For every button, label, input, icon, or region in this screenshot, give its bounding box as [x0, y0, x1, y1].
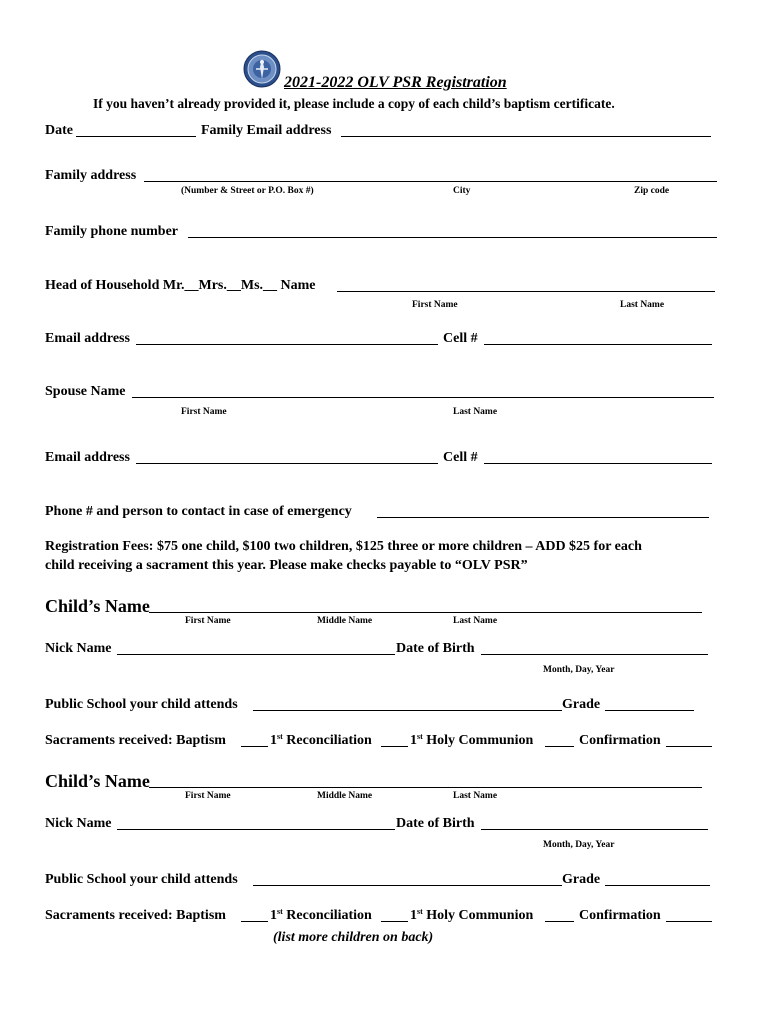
child-1-confirmation-label: Confirmation [579, 733, 661, 748]
child-1-grade-label: Grade [562, 697, 601, 712]
head-of-household-label: Head of Household Mr.__Mrs.__Ms.__ Name [45, 278, 316, 293]
emergency-contact-field[interactable] [377, 517, 709, 518]
family-email-label: Family Email address [201, 123, 332, 138]
list-more-children-note: (list more children on back) [273, 930, 434, 945]
spouse-email-label: Email address [45, 450, 130, 465]
child-2-nickname-label: Nick Name [45, 816, 112, 831]
family-address-field[interactable] [144, 181, 717, 182]
child-1-confirmation-field[interactable] [666, 746, 712, 747]
child-2-dob-label: Date of Birth [396, 816, 475, 831]
child-2-school-field[interactable] [253, 885, 562, 886]
child-2-reconciliation-field[interactable] [381, 921, 408, 922]
child-1-sacraments-label: Sacraments received: Baptism [45, 733, 226, 748]
baptism-certificate-note: If you haven’t already provided it, please include a copy of each child’s baptism certificate. [93, 96, 615, 111]
child-1-nickname-field[interactable] [117, 654, 395, 655]
child-2-name-label: Child’s Name [45, 771, 150, 791]
child-2-reconciliation-label: 1st Reconciliation [270, 907, 372, 923]
spouse-cell-label: Cell # [443, 450, 478, 465]
head-first-name-hint: First Name [412, 300, 458, 310]
child-2-first-hint: First Name [185, 791, 231, 801]
head-of-household-name-field[interactable] [337, 291, 715, 292]
spouse-first-name-hint: First Name [181, 407, 227, 417]
child-1-name-label: Child’s Name [45, 596, 150, 616]
spouse-email-field[interactable] [136, 463, 438, 464]
form-title: 2021-2022 OLV PSR Registration [284, 74, 507, 91]
child-1-grade-field[interactable] [605, 710, 694, 711]
child-1-school-label: Public School your child attends [45, 697, 238, 712]
family-phone-label: Family phone number [45, 224, 179, 239]
child-1-name-field[interactable] [149, 612, 702, 613]
address-city-hint: City [453, 186, 471, 196]
child-1-school-field[interactable] [253, 710, 562, 711]
child-2-grade-label: Grade [562, 872, 601, 887]
child-1-middle-hint: Middle Name [317, 616, 373, 626]
child-2-school-label: Public School your child attends [45, 872, 238, 887]
child-1-dob-field[interactable] [481, 654, 708, 655]
child-2-sacraments-label: Sacraments received: Baptism [45, 908, 226, 923]
address-street-hint: (Number & Street or P.O. Box #) [181, 186, 314, 196]
date-label: Date [45, 123, 73, 138]
child-2-dob-field[interactable] [481, 829, 708, 830]
child-1-reconciliation-label: 1st Reconciliation [270, 732, 372, 748]
child-1-reconciliation-field[interactable] [381, 746, 408, 747]
spouse-name-label: Spouse Name [45, 384, 126, 399]
child-1-nickname-label: Nick Name [45, 641, 112, 656]
emergency-contact-label: Phone # and person to contact in case of emergency [45, 504, 352, 519]
head-email-field[interactable] [136, 344, 438, 345]
child-1-dob-label: Date of Birth [396, 641, 475, 656]
child-2-grade-field[interactable] [605, 885, 710, 886]
child-1-communion-field[interactable] [545, 746, 574, 747]
child-2-baptism-field[interactable] [241, 921, 268, 922]
head-email-label: Email address [45, 331, 130, 346]
child-2-middle-hint: Middle Name [317, 791, 373, 801]
registration-fees-line2: child receiving a sacrament this year. Please make checks payable to “OLV PSR” [45, 558, 528, 573]
child-1-baptism-field[interactable] [241, 746, 268, 747]
family-email-field[interactable] [341, 136, 711, 137]
child-2-dob-hint: Month, Day, Year [543, 840, 615, 850]
child-1-dob-hint: Month, Day, Year [543, 665, 615, 675]
family-address-label: Family address [45, 168, 137, 183]
child-2-confirmation-label: Confirmation [579, 908, 661, 923]
head-cell-field[interactable] [484, 344, 712, 345]
child-2-confirmation-field[interactable] [666, 921, 712, 922]
head-last-name-hint: Last Name [620, 300, 665, 310]
child-2-communion-label: 1st Holy Communion [410, 907, 534, 923]
spouse-name-field[interactable] [132, 397, 714, 398]
child-2-communion-field[interactable] [545, 921, 574, 922]
parish-seal-logo [243, 50, 281, 88]
child-1-first-hint: First Name [185, 616, 231, 626]
child-1-last-hint: Last Name [453, 616, 498, 626]
child-2-name-field[interactable] [149, 787, 702, 788]
head-cell-label: Cell # [443, 331, 478, 346]
registration-fees-line1: Registration Fees: $75 one child, $100 two children, $125 three or more children – ADD $25 for each [45, 539, 642, 554]
child-2-last-hint: Last Name [453, 791, 498, 801]
address-zip-hint: Zip code [634, 186, 670, 196]
spouse-cell-field[interactable] [484, 463, 712, 464]
child-2-nickname-field[interactable] [117, 829, 395, 830]
child-1-communion-label: 1st Holy Communion [410, 732, 534, 748]
date-field[interactable] [76, 136, 196, 137]
spouse-last-name-hint: Last Name [453, 407, 498, 417]
family-phone-field[interactable] [188, 237, 717, 238]
